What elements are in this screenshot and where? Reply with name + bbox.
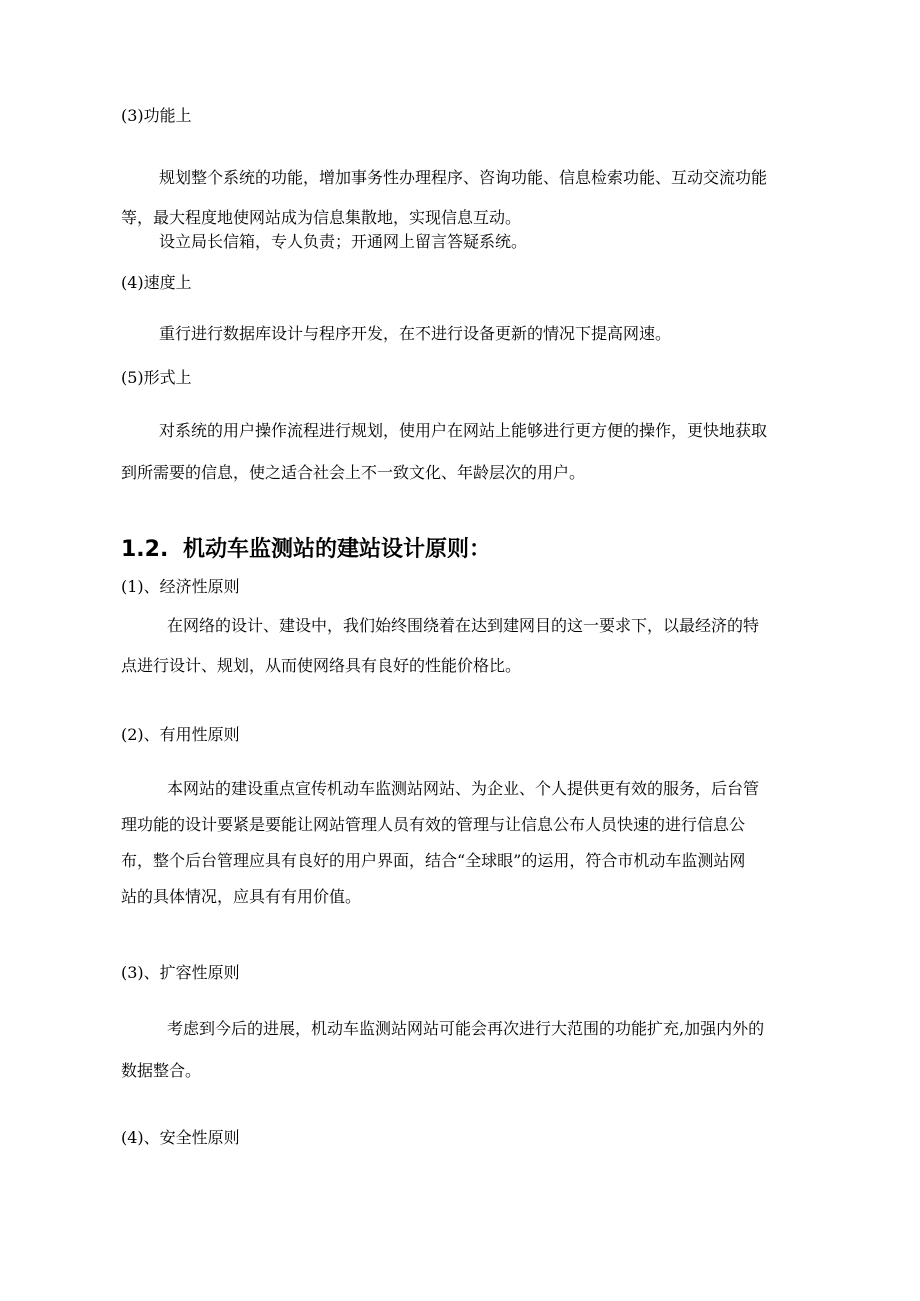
principle-economy-heading: (1)、经济性原则: [121, 577, 240, 596]
text-line: 数据整合。: [121, 1061, 202, 1080]
subheading-function: (3)功能上: [121, 106, 192, 125]
subheading-speed: (4)速度上: [121, 273, 192, 292]
principle-scalability-text: [121, 1008, 764, 1092]
text-line: 规划整个系统的功能，增加事务性办理程序、咨询功能、信息检索功能、互动交流功能: [159, 168, 768, 187]
principle-security-heading: (4)、安全性原则: [121, 1128, 240, 1147]
section-number: 1.2.: [121, 537, 169, 562]
text-line: 本网站的建设重点宣传机动车监测站网站、为企业、个人提供更有效的服务，后台管: [167, 779, 760, 798]
text-line: 考虑到今后的进展，机动车监测站网站可能会再次进行大范围的功能扩充,加强内外的: [167, 1019, 765, 1038]
text-line: 理功能的设计要紧是要能让网站管理人员有效的管理与让信息公布人员快速的进行信息公: [121, 815, 746, 834]
speed-paragraph: 重行进行数据库设计与程序开发，在不进行设备更新的情况下提高网速。: [159, 324, 672, 343]
text-line: 对系统的用户操作流程进行规划，使用户在网站上能够进行更方便的操作，更快地获取: [159, 421, 768, 440]
principle-usefulness-text: [121, 771, 759, 915]
text-line: 等，最大程度地使网站成为信息集散地，实现信息互动。: [121, 208, 522, 227]
section-title: 机动车监测站的建站设计原则：: [183, 537, 492, 562]
text-line: 布，整个后台管理应具有良好的用户界面，结合“全球眼”的运用，符合市机动车监测站网: [121, 851, 746, 870]
principle-usefulness-heading: (2)、有用性原则: [121, 725, 240, 744]
form-paragraph: [121, 410, 767, 494]
principle-economy-text: [121, 606, 759, 686]
text-line: 在网络的设计、建设中，我们始终围绕着在达到建网目的这一要求下，以最经济的特: [167, 616, 760, 635]
subheading-form: (5)形式上: [121, 368, 192, 387]
text-line: 点进行设计、规划，从而使网络具有良好的性能价格比。: [121, 656, 522, 675]
text-line: 站的具体情况，应具有有用价值。: [121, 887, 362, 906]
principle-scalability-heading: (3)、扩容性原则: [121, 963, 240, 982]
function-paragraph-2: 设立局长信箱，专人负责；开通网上留言答疑系统。: [159, 232, 528, 251]
section-heading: [121, 538, 491, 562]
function-paragraph: [121, 158, 767, 238]
text-line: 到所需要的信息，使之适合社会上不一致文化、年龄层次的用户。: [121, 463, 586, 482]
